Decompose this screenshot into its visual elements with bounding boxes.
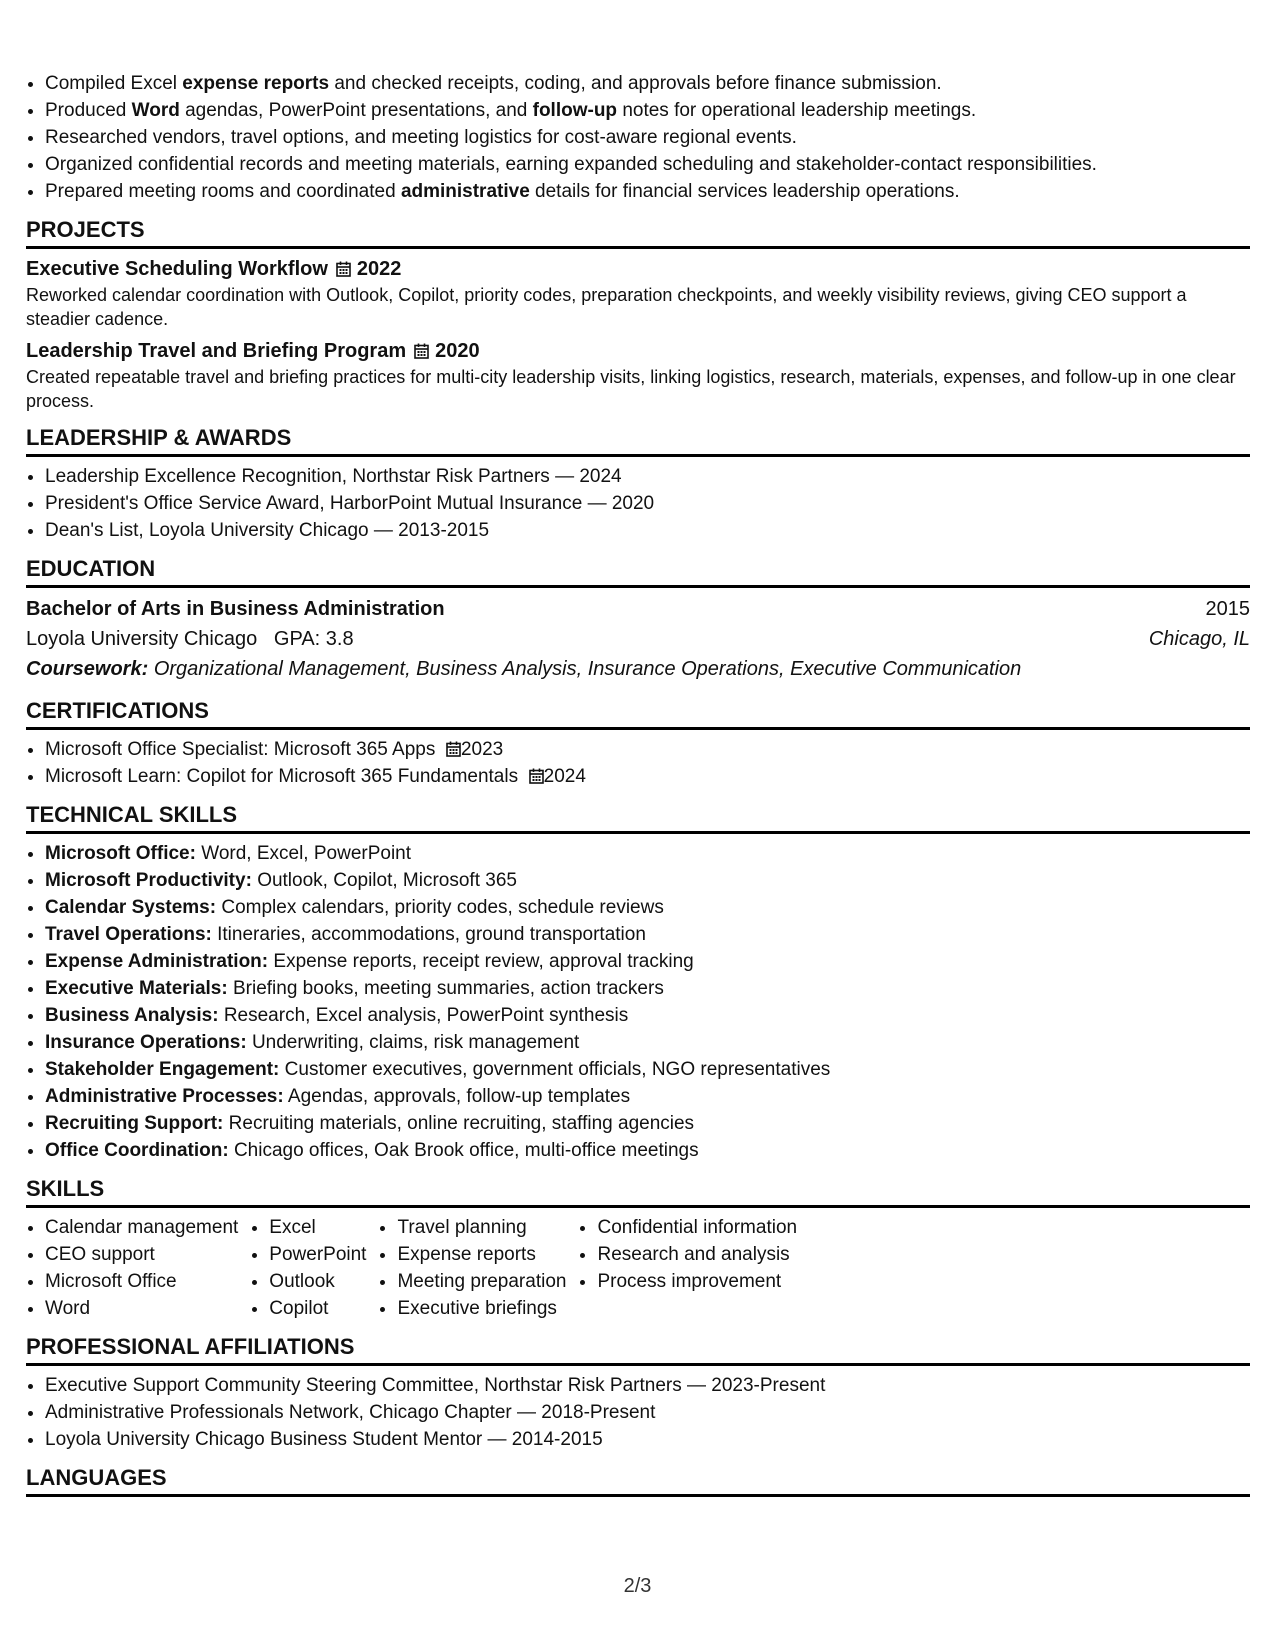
school-location: Chicago, IL — [1148, 628, 1250, 650]
list-item: • Recruiting Support: Recruiting materials, online recruiting, staffing agencies — [45, 1110, 1250, 1137]
list-item: • Process improvement — [597, 1268, 797, 1295]
list-item: • Executive Materials: Briefing books, meeting summaries, action trackers — [45, 975, 1250, 1002]
cert-year: 2023 — [460, 739, 504, 760]
list-item: • Copilot — [269, 1295, 366, 1322]
skills-grid — [26, 1214, 1250, 1322]
section-heading: PROFESSIONAL AFFILIATIONS — [26, 1334, 1250, 1366]
list-item: • Word — [45, 1295, 238, 1322]
project-description: Created repeatable travel and briefing practices for multi-city leadership visits, linking logistics, research, materials, expenses, and follow-up in one clear process. — [26, 367, 1236, 411]
calendar-icon — [414, 343, 429, 359]
project-year: 2020 — [435, 340, 480, 362]
certifications-section — [26, 698, 1250, 790]
cert-name: Microsoft Learn: Copilot for Microsoft 365 Fundamentals — [45, 766, 519, 787]
skills-section — [26, 1176, 1250, 1322]
list-item: • Expense Administration: Expense reports, receipt review, approval tracking — [45, 948, 1250, 975]
list-item: • Expense reports — [397, 1241, 566, 1268]
degree: Bachelor of Arts in Business Administration — [26, 598, 445, 620]
list-item: • Calendar management — [45, 1214, 238, 1241]
list-item: • President's Office Service Award, HarborPoint Mutual Insurance — 2020 — [45, 490, 1250, 517]
skills-column — [250, 1214, 366, 1322]
list-item: • Loyola University Chicago Business Student Mentor — 2014-2015 — [45, 1426, 1250, 1453]
resume-page — [26, 70, 1250, 1503]
section-heading: TECHNICAL SKILLS — [26, 802, 1250, 834]
skills-column — [26, 1214, 238, 1322]
project-date — [414, 337, 480, 365]
awards-section — [26, 425, 1250, 544]
list-item: • Leadership Excellence Recognition, Northstar Risk Partners — 2024 — [45, 463, 1250, 490]
list-item: • Organized confidential records and meeting materials, earning expanded scheduling and stakeholder-contact responsibilities. — [45, 151, 1250, 178]
list-item: • Outlook — [269, 1268, 366, 1295]
education-school-row — [26, 624, 1250, 654]
list-item: • Insurance Operations: Underwriting, claims, risk management — [45, 1029, 1250, 1056]
project-name: Executive Scheduling Workflow — [26, 258, 328, 280]
projects-section — [26, 217, 1250, 413]
coursework — [26, 654, 1250, 684]
education-degree-row — [26, 594, 1250, 624]
cert-name: Microsoft Office Specialist: Microsoft 365 Apps — [45, 739, 436, 760]
list-item: • Travel Operations: Itineraries, accommodations, ground transportation — [45, 921, 1250, 948]
gpa: GPA: 3.8 — [273, 628, 354, 650]
project-date — [336, 255, 402, 283]
project-description: Reworked calendar coordination with Outlook, Copilot, priority codes, preparation checkpoints, and weekly visibility reviews, giving CEO support a steadier cadence. — [26, 285, 1187, 329]
list-item: • CEO support — [45, 1241, 238, 1268]
page-number: 2/3 — [623, 1575, 652, 1597]
list-item: • Office Coordination: Chicago offices, Oak Brook office, multi-office meetings — [45, 1137, 1250, 1164]
project-name: Leadership Travel and Briefing Program — [26, 340, 407, 362]
technical-skills-list — [26, 840, 1250, 1164]
list-item — [45, 736, 1250, 763]
list-item: • Dean's List, Loyola University Chicago — 2013-2015 — [45, 517, 1250, 544]
list-item: • Excel — [269, 1214, 366, 1241]
list-item: • Business Analysis: Research, Excel analysis, PowerPoint synthesis — [45, 1002, 1250, 1029]
school-name: Loyola University Chicago — [26, 628, 258, 650]
section-heading: LEADERSHIP & AWARDS — [26, 425, 1250, 457]
list-item: • Produced Word agendas, PowerPoint presentations, and follow-up notes for operational leadership meetings. — [45, 97, 1250, 124]
section-heading: EDUCATION — [26, 556, 1250, 588]
list-item: • Microsoft Office: Word, Excel, PowerPoint — [45, 840, 1250, 867]
education-section — [26, 556, 1250, 684]
list-item: • Research and analysis — [597, 1241, 797, 1268]
list-item: • Compiled Excel expense reports and checked receipts, coding, and approvals before finance submission. — [45, 70, 1250, 97]
cert-year: 2024 — [543, 766, 586, 787]
list-item: • Confidential information — [597, 1214, 797, 1241]
coursework-label: Coursework: — [26, 658, 149, 680]
list-item: • Researched vendors, travel options, and meeting logistics for cost-aware regional events. — [45, 124, 1250, 151]
section-heading: CERTIFICATIONS — [26, 698, 1250, 730]
list-item: • Meeting preparation — [397, 1268, 566, 1295]
affiliations-section — [26, 1334, 1250, 1453]
project-title — [26, 337, 1250, 365]
skills-column — [578, 1214, 797, 1322]
list-item: • Travel planning — [397, 1214, 566, 1241]
section-heading: PROJECTS — [26, 217, 1250, 249]
section-heading: SKILLS — [26, 1176, 1250, 1208]
list-item — [45, 763, 1250, 790]
awards-list — [26, 463, 1250, 544]
graduation-year: 2015 — [1205, 598, 1250, 620]
calendar-icon — [446, 741, 461, 757]
project-year: 2022 — [356, 258, 402, 280]
list-item: • Administrative Processes: Agendas, approvals, follow-up templates — [45, 1083, 1250, 1110]
project-title — [26, 255, 1250, 283]
list-item: • Stakeholder Engagement: Customer executives, government officials, NGO representatives — [45, 1056, 1250, 1083]
list-item: • Microsoft Productivity: Outlook, Copilot, Microsoft 365 — [45, 867, 1250, 894]
list-item: • Executive Support Community Steering Committee, Northstar Risk Partners — 2023-Present — [45, 1372, 1250, 1399]
list-item: • Prepared meeting rooms and coordinated administrative details for financial services leadership operations. — [45, 178, 1250, 205]
technical-skills-section — [26, 802, 1250, 1164]
list-item: • PowerPoint — [269, 1241, 366, 1268]
affiliations-list — [26, 1372, 1250, 1453]
list-item: • Microsoft Office — [45, 1268, 238, 1295]
list-item: • Calendar Systems: Complex calendars, priority codes, schedule reviews — [45, 894, 1250, 921]
calendar-icon — [529, 768, 544, 784]
list-item: • Administrative Professionals Network, Chicago Chapter — 2018-Present — [45, 1399, 1250, 1426]
languages-section — [26, 1465, 1250, 1497]
coursework-list: Organizational Management, Business Analysis, Insurance Operations, Executive Communication — [153, 658, 1022, 680]
section-heading: LANGUAGES — [26, 1465, 1250, 1497]
skills-column — [378, 1214, 566, 1322]
school-info — [26, 624, 354, 654]
calendar-icon — [336, 261, 351, 277]
list-item: • Executive briefings — [397, 1295, 566, 1322]
certifications-list — [26, 736, 1250, 790]
experience-bullets — [26, 70, 1250, 205]
